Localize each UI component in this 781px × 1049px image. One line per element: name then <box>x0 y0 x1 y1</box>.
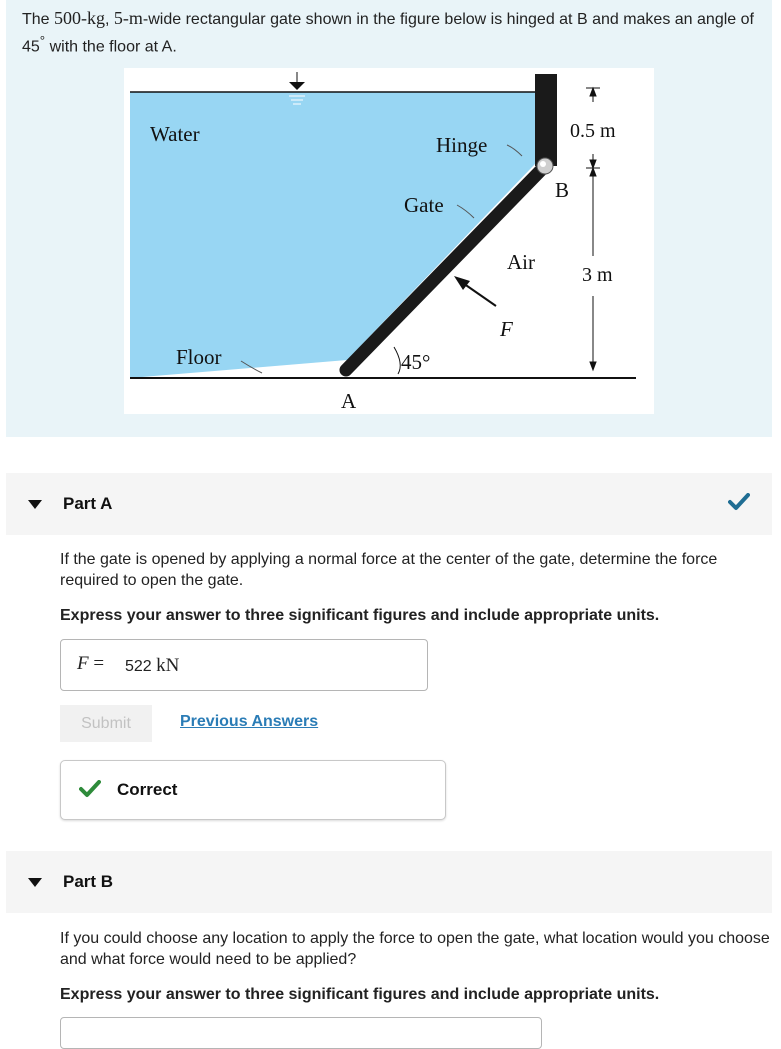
check-icon <box>728 493 750 511</box>
angle-label: 45° <box>401 350 431 374</box>
answer-value: 522 kN <box>125 655 180 676</box>
vertical-wall <box>535 74 557 166</box>
part-b-instruction: Express your answer to three significant figures and include appropriate units. <box>60 986 660 1003</box>
part-a-question: If the gate is opened by applying a normal force at the center of the gate, determine the force required to open the gate. <box>60 551 718 589</box>
force-label: F <box>500 317 513 341</box>
answer-variable: F = <box>77 653 105 674</box>
part-a-instruction: Express your answer to three significant figures and include appropriate units. <box>60 607 660 624</box>
feedback-box <box>60 760 446 820</box>
caret-down-icon[interactable] <box>28 878 42 887</box>
gate-figure <box>124 68 654 414</box>
width-value: 5-m <box>113 8 143 28</box>
part-b-answer-field[interactable] <box>60 1017 542 1049</box>
part-a-label: Part A <box>63 494 113 513</box>
submit-button[interactable]: Submit <box>60 705 152 742</box>
caret-down-icon[interactable] <box>28 500 42 509</box>
answer-field[interactable] <box>60 639 428 691</box>
dim-top-label: 0.5 m <box>570 120 616 142</box>
water-label: Water <box>150 122 200 146</box>
angle-arc <box>394 347 400 374</box>
point-b-label: B <box>555 178 570 202</box>
air-label: Air <box>507 250 535 274</box>
part-b-header[interactable] <box>6 851 772 913</box>
hinge-label: Hinge <box>436 133 488 157</box>
dim-side-label: 3 m <box>582 264 613 286</box>
force-arrow-icon <box>454 276 496 306</box>
gate-label: Gate <box>404 193 444 217</box>
floor-label: Floor <box>176 345 222 369</box>
part-a-header[interactable] <box>6 473 772 535</box>
feedback-text: Correct <box>117 780 178 799</box>
point-a-label: A <box>341 389 357 413</box>
part-b-label: Part B <box>63 872 114 891</box>
mass-value: 500-kg <box>54 8 106 28</box>
previous-answers-link[interactable]: Previous Answers <box>180 713 319 730</box>
part-b-question: If you could choose any location to apply the force to open the gate, what location would you choose and what force would need to be applied? <box>60 930 770 968</box>
check-icon <box>79 780 101 798</box>
problem-statement: The 500-kg, 5-m-wide rectangular gate shown in the figure below is hinged at B and makes an angle of 45° with the floor at A. <box>22 8 754 56</box>
